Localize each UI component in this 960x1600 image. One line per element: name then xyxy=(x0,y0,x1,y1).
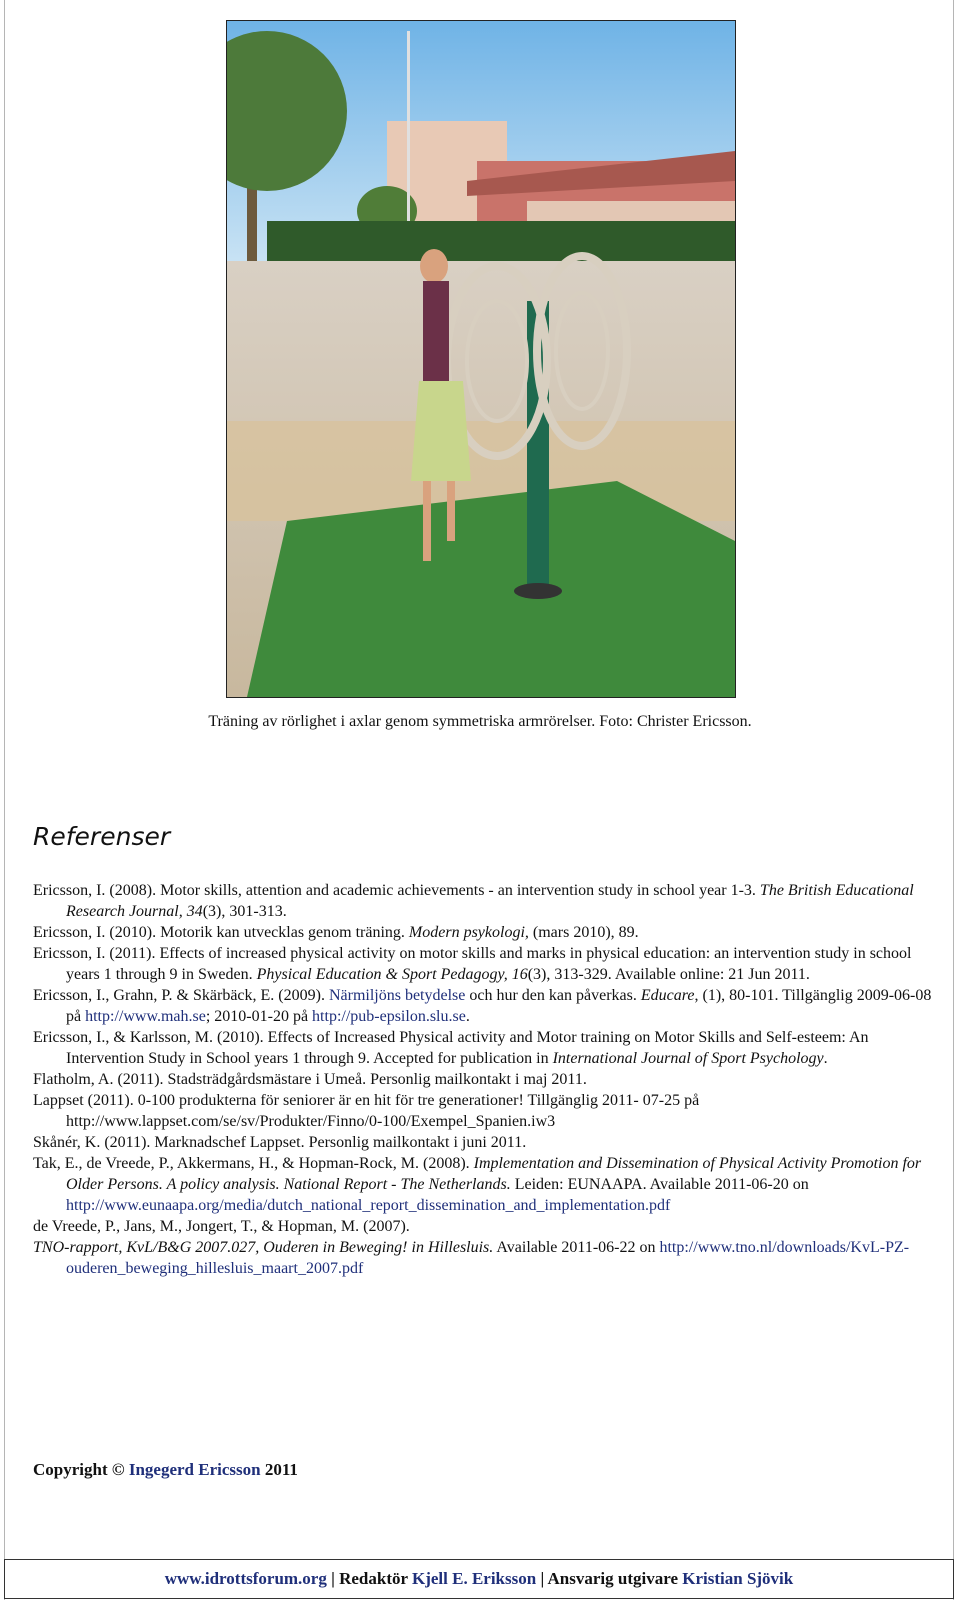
reference-item: Skånér, K. (2011). Marknadschef Lappset. Personlig mailkontakt i juni 2011. xyxy=(33,1134,527,1151)
photo-caption: Träning av rörlighet i axlar genom symmetriska armrörelser. Foto: Christer Ericsson. xyxy=(208,713,752,730)
site-footer: www.idrottsforum.org | Redaktör Kjell E. Eriksson | Ansvarig utgivare Kristian Sjövik xyxy=(4,1559,954,1599)
site-link[interactable]: www.idrottsforum.org xyxy=(164,1569,327,1588)
reference-link[interactable]: http://www.tno.nl/downloads/KvL-PZ-ouderen_beweging_hillesluis_maart_2007.pdf xyxy=(66,1239,910,1277)
author-link[interactable]: Ingegerd Ericsson xyxy=(128,1460,261,1479)
editor-link[interactable]: Kjell E. Eriksson xyxy=(411,1569,537,1588)
reference-item: Ericsson, I., Grahn, P. & Skärbäck, E. (2009). Närmiljöns betydelse och hur den kan påverkas. Educare, (1), 80-101. Tillgänglig 2009-06-08 på http://www.mah.se; 2010-01-20 på http://pub-epsilon.slu.se. xyxy=(33,987,932,1025)
reference-item: Tak, E., de Vreede, P., Akkermans, H., & Hopman-Rock, M. (2008). Implementation and Dissemination of Physical Activity Promotion for Older Persons. A policy analysis. National Report - The Netherlands. Leiden: EUNAAPA. Available 2011-06-20 on http://www.eunaapa.org/media/dutch_national_report_dissemination_and_implementation.pdf xyxy=(33,1155,922,1214)
reference-item: Ericsson, I. (2010). Motorik kan utvecklas genom träning. Modern psykologi, (mars 2010), 89. xyxy=(33,924,639,941)
reference-item: Ericsson, I., & Karlsson, M. (2010). Effects of Increased Physical activity and Motor training on Motor Skills and Self-esteem: An Intervention Study in School years 1 through 9. Accepted for publication in International Journal of Sport Psychology. xyxy=(33,1029,869,1067)
copyright-notice: Copyright © Ingegerd Ericsson 2011 xyxy=(33,1460,298,1479)
references-heading: Referenser xyxy=(33,822,171,851)
reference-list xyxy=(33,880,933,1279)
reference-link[interactable]: http://www.mah.se xyxy=(85,1008,206,1025)
reference-link[interactable]: http://www.eunaapa.org/media/dutch_national_report_dissemination_and_implementation.pdf xyxy=(66,1197,671,1214)
reference-item: Ericsson, I. (2011). Effects of increased physical activity on motor skills and marks in physical education: an intervention study in school years 1 through 9 in Sweden. Physical Education & Sport Pedagogy, 16(3), 313-329. Available online: 21 Jun 2011. xyxy=(33,945,912,983)
reference-item: TNO-rapport, KvL/B&G 2007.027, Ouderen in Beweging! in Hillesluis. Available 2011-06-22 on http://www.tno.nl/downloads/KvL-PZ-ouderen_beweging_hillesluis_maart_2007.pdf xyxy=(33,1239,910,1277)
reference-item: Ericsson, I. (2008). Motor skills, attention and academic achievements - an intervention study in school year 1-3. The British Educational Research Journal, 34(3), 301-313. xyxy=(33,882,914,920)
reference-link[interactable]: Närmiljöns betydelse xyxy=(328,987,466,1004)
reference-link[interactable]: http://pub-epsilon.slu.se xyxy=(312,1008,466,1025)
reference-item: Lappset (2011). 0-100 produkterna för seniorer är en hit för tre generationer! Tillgänglig 2011- 07-25 på http://www.lappset.com/se/sv/Produkter/Finno/0-100/Exempel_Spanien.iw3 xyxy=(33,1092,700,1130)
reference-item: de Vreede, P., Jans, M., Jongert, T., & Hopman, M. (2007). xyxy=(33,1218,410,1235)
reference-item: Flatholm, A. (2011). Stadsträdgårdsmästare i Umeå. Personlig mailkontakt i maj 2011. xyxy=(33,1071,587,1088)
publisher-link[interactable]: Kristian Sjövik xyxy=(682,1569,794,1588)
exercise-photo xyxy=(226,20,736,698)
